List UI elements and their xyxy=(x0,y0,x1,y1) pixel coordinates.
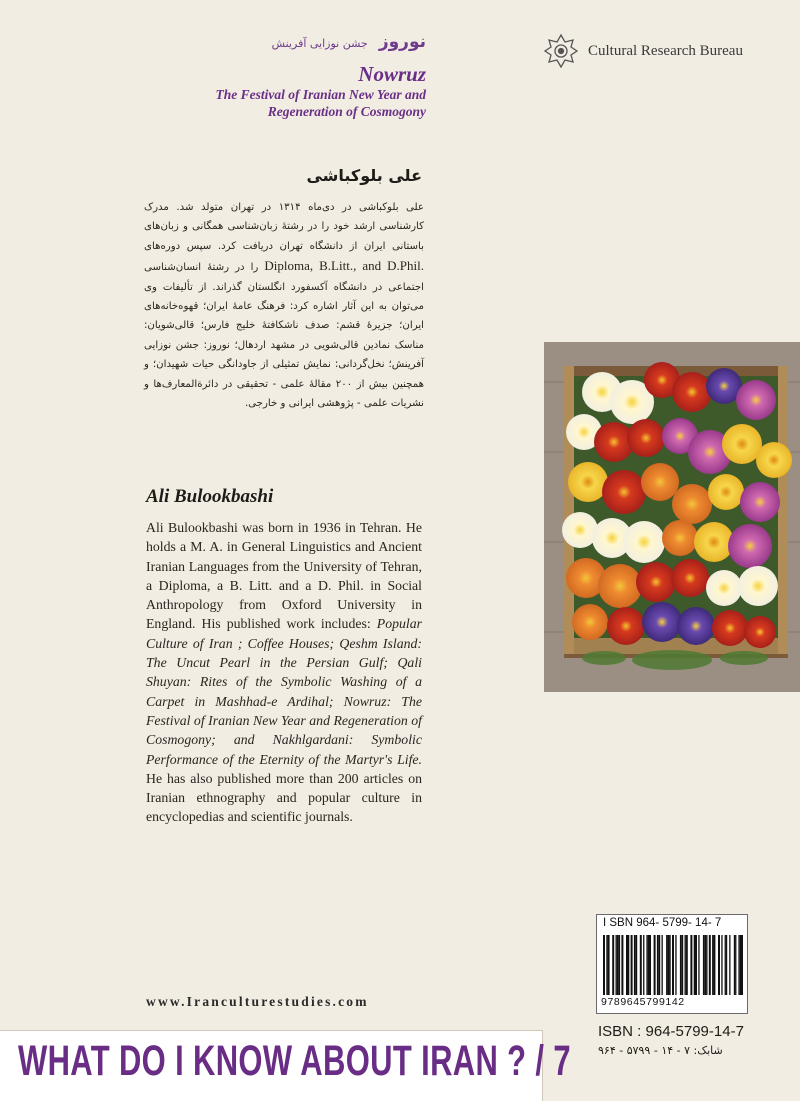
isbn-text-fa: شابک: ۷ - ۱۴ - ۵۷۹۹ - ۹۶۴ xyxy=(598,1044,723,1057)
author-name-fa: علی بلوکباشی xyxy=(306,166,422,185)
barcode-bar xyxy=(704,935,706,995)
barcode-bar xyxy=(681,935,683,995)
flower-crate-photo xyxy=(544,342,800,692)
barcode-bar xyxy=(685,935,686,995)
barcode-bar xyxy=(669,935,670,995)
series-banner xyxy=(0,1030,571,1101)
book-title-en-block xyxy=(150,62,426,120)
author-name-en: Ali Bulookbashi xyxy=(146,486,274,507)
author-bio-en-outro: He has also published more than 200 articles on Iranian ethnography and popular culture in encyclopedias and scientific journals. xyxy=(146,770,422,825)
isbn-text-en: ISBN : 964-5799-14-7 xyxy=(598,1023,744,1040)
barcode-bar xyxy=(738,935,739,995)
barcode-bar xyxy=(654,935,656,995)
author-bio-fa xyxy=(144,198,424,413)
author-bio-en xyxy=(146,518,422,827)
barcode-bar xyxy=(662,935,663,995)
barcode-bar xyxy=(729,935,730,995)
barcode-bar xyxy=(698,935,699,995)
barcode-bar xyxy=(718,935,720,995)
barcode-bar xyxy=(741,935,743,995)
barcode-bar xyxy=(675,935,676,995)
barcode-bar xyxy=(740,935,741,995)
barcode-bar xyxy=(646,935,647,995)
website-url: www.Iranculturestudies.com xyxy=(146,994,369,1009)
cultural-research-bureau-logo-icon xyxy=(544,34,578,68)
barcode-bar xyxy=(667,935,669,995)
author-bio-en-intro: Ali Bulookbashi was born in 1936 in Tehran. He holds a M. A. in General Linguistics and Ancient Iranian Languages from the University of Tehran, a Diploma, a B. Litt. and a D. Phil. in Social Anthropology from Oxford University in England. His published work includes: xyxy=(146,520,422,632)
isbn-barcode xyxy=(596,914,748,1014)
barcode-bar xyxy=(726,935,727,995)
barcode-bar xyxy=(709,935,711,995)
barcode-bar xyxy=(706,935,707,995)
barcode-bar xyxy=(703,935,704,995)
barcode-bar xyxy=(635,935,637,995)
barcode-bar xyxy=(640,935,642,995)
publisher-block xyxy=(544,34,743,68)
barcode-bar xyxy=(608,935,610,995)
book-subtitle-line2: Regeneration of Cosmogony xyxy=(267,104,426,119)
barcode-bar xyxy=(713,935,715,995)
barcode-bar xyxy=(626,935,628,995)
barcode-bar xyxy=(672,935,674,995)
barcode-bar xyxy=(734,935,735,995)
barcode-bar xyxy=(721,935,722,995)
barcode-bar xyxy=(649,935,651,995)
author-bio-fa-degrees: Diploma, B.Litt., and D.Phil. xyxy=(264,258,424,274)
barcode-bar xyxy=(616,935,617,995)
barcode-bar xyxy=(603,935,605,995)
book-title-en: Nowruz xyxy=(358,62,426,86)
author-bio-fa-part1: علی بلوکباشی در دی‌ماه ۱۳۱۴ در تهران متولد شد. مدرک کارشناسی ارشد خود را در رشتهٔ زبان‌شناسی همگانی و زبان‌های باستانی ایران از دانشگاه تهران دریافت کرد. سپس دوره‌های xyxy=(144,202,424,252)
barcode-bar xyxy=(666,935,667,995)
barcode-bar xyxy=(712,935,713,995)
barcode-bar xyxy=(612,935,614,995)
barcode-bar xyxy=(695,935,697,995)
barcode-bar xyxy=(634,935,635,995)
book-title-fa-sub: جشن نوزایی آفرینش xyxy=(271,37,368,50)
barcode-bar xyxy=(658,935,660,995)
barcode-bar xyxy=(621,935,623,995)
barcode-bar xyxy=(735,935,736,995)
series-title: WHAT DO I KNOW ABOUT IRAN ? / 7 xyxy=(18,1037,571,1085)
barcode-bar xyxy=(725,935,726,995)
barcode-bar xyxy=(694,935,695,995)
book-subtitle-line1: The Festival of Iranian New Year and xyxy=(215,87,426,102)
barcode-bar xyxy=(686,935,688,995)
barcode-bar xyxy=(680,935,681,995)
barcode-bar xyxy=(619,935,620,995)
barcode-bars xyxy=(601,935,743,995)
barcode-bar xyxy=(628,935,629,995)
barcode-isbn-label: I SBN 964- 5799- 14- 7 xyxy=(603,917,722,929)
barcode-bar xyxy=(657,935,658,995)
barcode-bar xyxy=(617,935,619,995)
barcode-bar xyxy=(643,935,644,995)
barcode-digits: 9789645799142 xyxy=(601,996,685,1008)
publisher-name: Cultural Research Bureau xyxy=(588,42,743,59)
barcode-bar xyxy=(631,935,633,995)
barcode-bar xyxy=(690,935,692,995)
author-bio-en-works: Popular Culture of Iran ; Coffee Houses; Qeshm Island: The Uncut Pearl in the Persian Gulf; Qali Shuyan: Rites of the Symbolic Washing of a Carpet in Mashhad-e Ardihal; Nowruz: The Festival of Iranian New Year and Regeneration of Cosmogony; and Nakhlgardani: Symbolic Performance of the Eternity of the Martyr's Life. xyxy=(146,616,422,767)
barcode-bar xyxy=(648,935,649,995)
book-title-fa xyxy=(200,32,426,52)
author-bio-fa-part2: را در رشتهٔ انسان‌شناسی اجتماعی در دانشگاه آکسفورد انگلستان گذراند. از تألیفات وی می‌توان به این آثار اشاره کرد: فرهنگ عامهٔ ایران؛ قهوه‌خانه‌های ایران؛ جزیرهٔ قشم: صدف ناشکافتهٔ خلیج فارس؛ قالی‌شویان: مناسک نمادین قالی‌شویی در مشهد اردهال؛ نوروز: جشن نوزایی آفرینش؛ نخل‌گردانی: نمایش تمثیلی از جاودانگی حیات شهیدان؛ و همچنین بیش از ۲۰۰ مقالهٔ علمی - تحقیقی در دائرةالمعارف‌ها و نشریات علمی - پژوهشی ایرانی و خارجی. xyxy=(144,262,424,410)
barcode-bar xyxy=(606,935,607,995)
book-title-fa-main: نوروز xyxy=(378,32,426,52)
